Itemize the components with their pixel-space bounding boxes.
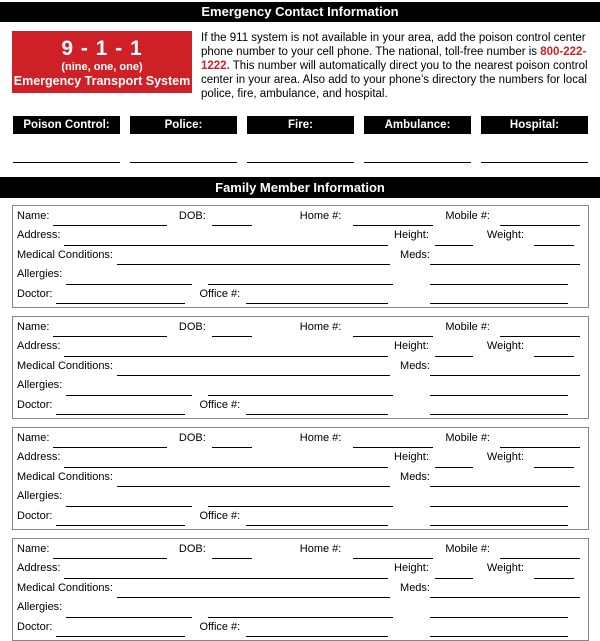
address-row xyxy=(17,229,580,248)
allergies-field[interactable] xyxy=(66,395,192,396)
office-phone-field[interactable] xyxy=(246,303,388,304)
911-badge xyxy=(12,31,192,93)
mobile-phone-field[interactable] xyxy=(500,336,580,337)
medical-conditions-label: Medical Conditions: xyxy=(17,581,113,594)
medical-conditions-row xyxy=(17,471,580,490)
height-label: Height: xyxy=(394,340,429,353)
label-fire: Fire: xyxy=(247,116,354,134)
office-phone-field[interactable] xyxy=(246,525,388,526)
section-title: Emergency Contact Information xyxy=(201,4,399,19)
name-label: Name: xyxy=(17,432,50,444)
home-phone-field[interactable] xyxy=(353,558,433,559)
dob-label: DOB: xyxy=(178,210,206,222)
label-hospital: Hospital: xyxy=(481,116,588,134)
weight-field[interactable] xyxy=(534,578,574,579)
allergies-field[interactable] xyxy=(66,506,192,507)
height-field[interactable] xyxy=(435,578,473,579)
section-header-emergency-contact xyxy=(0,2,600,22)
dob-field[interactable] xyxy=(212,558,252,559)
name-row xyxy=(17,321,580,340)
doctor-row xyxy=(17,621,580,640)
medical-conditions-row xyxy=(17,360,580,379)
family-member-blocks xyxy=(0,205,600,641)
address-row xyxy=(17,562,580,581)
meds-label: Meds: xyxy=(400,248,430,261)
fire-number-field[interactable] xyxy=(247,162,354,163)
meds-label: Meds: xyxy=(400,470,430,483)
mobile-phone-field[interactable] xyxy=(500,447,580,448)
mobile-phone-field[interactable] xyxy=(500,558,580,559)
meds-field-2[interactable] xyxy=(430,284,568,285)
allergies-label: Allergies: xyxy=(17,601,63,614)
doctor-field[interactable] xyxy=(56,525,185,526)
allergies-field[interactable] xyxy=(66,284,192,285)
hospital-number-field[interactable] xyxy=(481,162,588,163)
label-police: Police: xyxy=(130,116,237,134)
height-label: Height: xyxy=(394,562,429,575)
allergies-row xyxy=(17,601,580,620)
meds-field[interactable] xyxy=(430,486,580,487)
meds-label: Meds: xyxy=(400,359,430,372)
home-phone-field[interactable] xyxy=(353,225,433,226)
allergies-field[interactable] xyxy=(66,617,192,618)
office-phone-label: Office #: xyxy=(199,620,241,633)
address-field[interactable] xyxy=(64,245,388,246)
meds-field-3[interactable] xyxy=(430,303,568,304)
medical-conditions-label: Medical Conditions: xyxy=(17,470,113,483)
height-field[interactable] xyxy=(435,467,473,468)
allergies-label: Allergies: xyxy=(17,490,63,503)
meds-field-3[interactable] xyxy=(430,525,568,526)
medical-conditions-row xyxy=(17,582,580,601)
doctor-label: Doctor: xyxy=(17,287,53,300)
name-field[interactable] xyxy=(53,447,166,448)
meds-field-2[interactable] xyxy=(430,617,568,618)
home-phone-field[interactable] xyxy=(353,447,433,448)
mobile-phone-label: Mobile #: xyxy=(445,210,490,222)
dob-label: DOB: xyxy=(178,543,206,555)
emergency-contact-fields-row xyxy=(13,162,588,163)
office-phone-field[interactable] xyxy=(246,414,388,415)
medical-conditions-label: Medical Conditions: xyxy=(17,248,113,261)
medical-conditions-label: Medical Conditions: xyxy=(17,359,113,372)
weight-field[interactable] xyxy=(534,245,574,246)
address-label: Address: xyxy=(17,451,61,464)
emergency-contact-form xyxy=(0,2,600,633)
family-member-block xyxy=(12,538,589,641)
allergies-row xyxy=(17,268,580,287)
doctor-label: Doctor: xyxy=(17,398,53,411)
office-phone-label: Office #: xyxy=(199,398,241,411)
mobile-phone-label: Mobile #: xyxy=(445,432,490,444)
dob-label: DOB: xyxy=(178,321,206,333)
meds-field-3[interactable] xyxy=(430,636,568,637)
meds-label: Meds: xyxy=(400,581,430,594)
meds-field[interactable] xyxy=(430,375,580,376)
office-phone-label: Office #: xyxy=(199,287,241,300)
name-row xyxy=(17,543,580,562)
home-phone-field[interactable] xyxy=(353,336,433,337)
allergies-field-2[interactable] xyxy=(208,617,393,618)
name-label: Name: xyxy=(17,321,50,333)
address-row xyxy=(17,340,580,359)
medical-conditions-field[interactable] xyxy=(117,486,390,487)
home-phone-label: Home #: xyxy=(299,543,342,555)
hero-section xyxy=(12,31,592,101)
allergies-field-2[interactable] xyxy=(208,506,393,507)
weight-label: Weight: xyxy=(486,562,524,575)
intro-text-after: This number will automatically direct you to the nearest poison control center in your area. Also add to your phone’s directory the numbers for local police, fire, ambulance, and hospital. xyxy=(201,60,588,100)
medical-conditions-row xyxy=(17,249,580,268)
doctor-label: Doctor: xyxy=(17,509,53,522)
mobile-phone-label: Mobile #: xyxy=(445,543,490,555)
intro-paragraph xyxy=(201,31,592,101)
allergies-label: Allergies: xyxy=(17,268,63,281)
doctor-row xyxy=(17,510,580,529)
meds-field[interactable] xyxy=(430,264,580,265)
home-phone-label: Home #: xyxy=(299,210,342,222)
medical-conditions-field[interactable] xyxy=(117,597,390,598)
family-member-block xyxy=(12,427,589,530)
weight-field[interactable] xyxy=(534,356,574,357)
allergies-row xyxy=(17,379,580,398)
911-number: 9 - 1 - 1 xyxy=(61,37,143,60)
meds-field-2[interactable] xyxy=(430,506,568,507)
police-number-field[interactable] xyxy=(130,162,237,163)
family-member-block xyxy=(12,316,589,419)
address-label: Address: xyxy=(17,340,61,353)
medical-conditions-field[interactable] xyxy=(117,264,390,265)
doctor-row xyxy=(17,288,580,307)
allergies-label: Allergies: xyxy=(17,379,63,392)
name-row xyxy=(17,210,580,229)
911-phonetic: (nine, one, one) xyxy=(61,61,143,73)
meds-field-3[interactable] xyxy=(430,414,568,415)
doctor-label: Doctor: xyxy=(17,620,53,633)
height-label: Height: xyxy=(394,451,429,464)
allergies-row xyxy=(17,490,580,509)
allergies-field-2[interactable] xyxy=(208,284,393,285)
intro-text-before: If the 911 system is not available in your area, add the poison control center phone number to your cell phone. The national, toll-free number is xyxy=(201,32,586,58)
dob-field[interactable] xyxy=(212,336,252,337)
name-row xyxy=(17,432,580,451)
allergies-field-2[interactable] xyxy=(208,395,393,396)
poison-control-phone-number: 800-222-1222. xyxy=(201,46,587,72)
doctor-field[interactable] xyxy=(56,303,185,304)
ambulance-number-field[interactable] xyxy=(364,162,471,163)
name-label: Name: xyxy=(17,543,50,555)
office-phone-label: Office #: xyxy=(199,509,241,522)
dob-field[interactable] xyxy=(212,225,252,226)
label-poison-control: Poison Control: xyxy=(13,116,120,134)
name-field[interactable] xyxy=(53,225,166,226)
emergency-contact-labels-row xyxy=(13,116,588,134)
weight-label: Weight: xyxy=(486,451,524,464)
name-field[interactable] xyxy=(53,336,166,337)
medical-conditions-field[interactable] xyxy=(117,375,390,376)
poison-control-number-field[interactable] xyxy=(13,162,120,163)
family-member-block xyxy=(12,205,589,308)
height-field[interactable] xyxy=(435,356,473,357)
meds-field-2[interactable] xyxy=(430,395,568,396)
doctor-row xyxy=(17,399,580,418)
911-system-label: Emergency Transport System xyxy=(13,74,191,88)
home-phone-label: Home #: xyxy=(299,321,342,333)
weight-field[interactable] xyxy=(534,467,574,468)
doctor-field[interactable] xyxy=(56,414,185,415)
dob-field[interactable] xyxy=(212,447,252,448)
height-field[interactable] xyxy=(435,245,473,246)
office-phone-field[interactable] xyxy=(246,636,388,637)
name-field[interactable] xyxy=(53,558,166,559)
doctor-field[interactable] xyxy=(56,636,185,637)
address-field[interactable] xyxy=(64,356,388,357)
meds-field[interactable] xyxy=(430,597,580,598)
section-header-family-member xyxy=(0,177,600,198)
height-label: Height: xyxy=(394,229,429,242)
address-label: Address: xyxy=(17,229,61,242)
section-title: Family Member Information xyxy=(215,180,385,195)
mobile-phone-field[interactable] xyxy=(500,225,580,226)
dob-label: DOB: xyxy=(178,432,206,444)
home-phone-label: Home #: xyxy=(299,432,342,444)
weight-label: Weight: xyxy=(486,229,524,242)
mobile-phone-label: Mobile #: xyxy=(445,321,490,333)
name-label: Name: xyxy=(17,210,50,222)
weight-label: Weight: xyxy=(486,340,524,353)
address-row xyxy=(17,451,580,470)
address-field[interactable] xyxy=(64,467,388,468)
address-label: Address: xyxy=(17,562,61,575)
label-ambulance: Ambulance: xyxy=(364,116,471,134)
address-field[interactable] xyxy=(64,578,388,579)
